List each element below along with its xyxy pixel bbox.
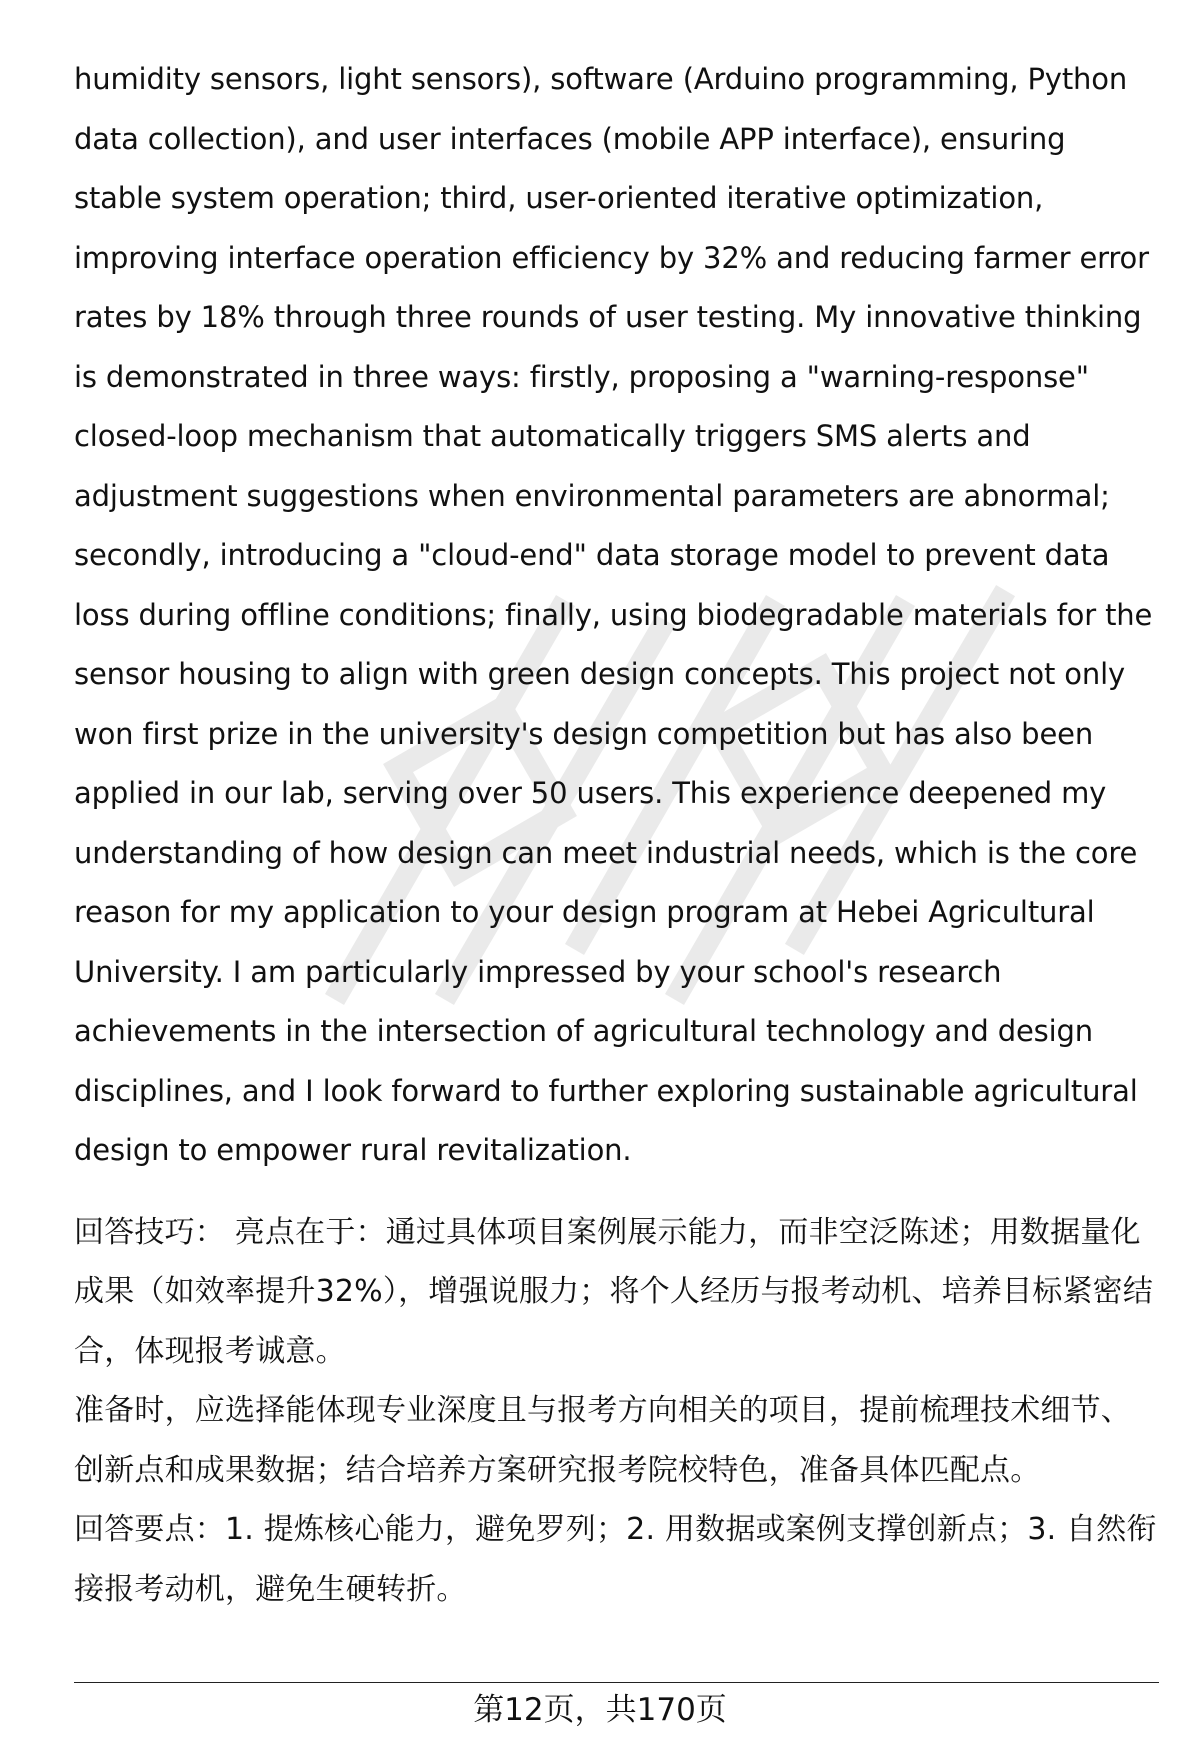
answer-skill-paragraph: 回答技巧： 亮点在于：通过具体项目案例展示能力，而非空泛陈述；用数据量化成果（如效率提升32%），增强说服力；将个人经历与报考动机、培养目标紧密结合，体现报考诚意。 xyxy=(74,1214,1154,1369)
preparation-paragraph: 准备时，应选择能体现专业深度且与报考方向相关的项目，提前梳理技术细节、创新点和成果数据；结合培养方案研究报考院校特色，准备具体匹配点。 xyxy=(74,1393,1131,1488)
document-page xyxy=(74,50,1159,1619)
body-paragraph: humidity sensors, light sensors), software (Arduino programming, Python data collection), and user interfaces (mobile APP interface), ensuring stable system operation; third, user-oriented iterative optimization, improving interface operation efficiency by 32% and reducing farmer error rates by 18% through three rounds of user testing. My innovative thinking is demonstrated in three ways: firstly, proposing a "warning-response" closed-loop mechanism that automatically triggers SMS alerts and adjustment suggestions when environmental parameters are abnormal; secondly, introducing a "cloud-end" data storage model to prevent data loss during offline conditions; finally, using biodegradable materials for the sensor housing to align with green design concepts. This project not only won first prize in the university's design competition but has also been applied in our lab, serving over 50 users. This experience deepened my understanding of how design can meet industrial needs, which is the core reason for my application to your design program at Hebei Agricultural University. I am particularly impressed by your school's research achievements in the intersection of agricultural technology and design disciplines, and I look forward to further exploring sustainable agricultural design to empower rural revitalization. xyxy=(74,62,1153,1167)
footer-divider xyxy=(74,1682,1159,1683)
page-number: 第12页，共170页 xyxy=(473,1692,727,1728)
key-points-paragraph: 回答要点：1. 提炼核心能力，避免罗列；2. 用数据或案例支撑创新点；3. 自然衔接报考动机，避免生硬转折。 xyxy=(74,1512,1157,1607)
answer-tips-section xyxy=(74,1203,1159,1620)
